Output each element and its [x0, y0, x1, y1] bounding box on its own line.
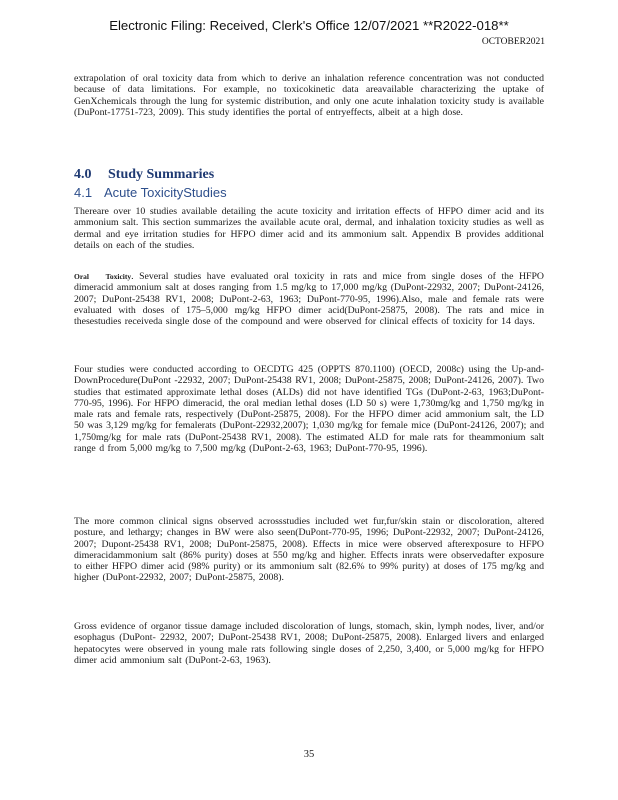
gross-evidence-paragraph: Gross evidence of organor tissue damage included discoloration of lungs, stomach, skin, lymph nodes, liver, and/or esophagus (DuPont- 22932, 2007; DuPont-25438 RV1, 2008; DuPont-25875, 2008). Enlarged livers and enlarged hepatocytes were observed in young male rats following single doses of 2,250, 3,400, or 5,000 mg/kg for HFPO dimer acid ammonium salt (DuPont-2-63, 1963). — [74, 621, 544, 666]
oral-toxicity-text: . Several studies have evaluated oral toxicity in rats and mice from single doses of the HFPO dimeracid ammonium salt at doses ranging from 1.5 mg/kg to 17,000 mg/kg (DuPont-22932, 2007; DuPont-24126, 2007; DuPont-25438 RV1, 2008; DuPont-2-63, 1963; DuPont-770-95, 1996).Also, male and female rats were evaluated with doses of 175–5,000 mg/kg HFPO dimer acid(DuPont-25875, 2008). The rats and mice in thesestudies receiveda single dose of the compound and were observed for clinical effects of toxicity for 14 days. — [74, 271, 544, 328]
section-number: 4.0 — [74, 167, 92, 182]
section-heading — [74, 167, 214, 183]
document-date: OCTOBER2021 — [481, 37, 545, 47]
section-title: Study Summaries — [108, 167, 215, 182]
runin-heading-oral: Oral — [74, 272, 89, 281]
acute-overview-paragraph: Thereare over 10 studies available detailing the acute toxicity and irritation effects of HFPO dimer acid and its ammonium salt. This section summarizes the available acute oral, dermal, and inhalation toxicity studies as well as dermal and eye irritation studies for HFPO dimer acid and its ammonium salt. Appendix B provides additional details on each of the studies. — [74, 206, 544, 251]
runin-heading-toxicity: Toxicity — [105, 272, 132, 281]
subsection-number: 4.1 — [74, 185, 93, 200]
oral-toxicity-paragraph — [74, 271, 544, 327]
subsection-title: Acute ToxicityStudies — [104, 185, 227, 200]
clinical-signs-paragraph: The more common clinical signs observed acrossstudies included wet fur,fur/skin stain or discoloration, altered posture, and lethargy; changes in BW were also seen(DuPont-770-95, 1996; DuPont-22932, 2007; DuPont-24126, 2007; Dupont-25438 RV1, 2008; DuPont-25875, 2008). Effects in mice were observed afterexposure to HFPO dimeracidammonium salt (86% purity) doses at 550 mg/kg and higher. Effects inrats were observedafter exposure to either HFPO dimer acid (98% purity) or its ammonium salt (82.6% to 99% purity) at doses of 175 mg/kg and higher (DuPont-22932, 2007; DuPont-25875, 2008). — [74, 516, 544, 584]
ld50-paragraph: Four studies were conducted according to OECDTG 425 (OPPTS 870.1100) (OECD, 2008c) using the Up-and-DownProcedure(DuPont -22932, 2007; DuPont-25438 RV1, 2008; DuPont-25875, 2008; DuPont-24126, 2007). Two studies that estimated approximate lethal doses (ALDs) did not have identified TGs (DuPont-2-63, 1963;DuPont-770-95, 1996). For HFPO dimeracid, the oral median lethal doses (LD 50 s) were 1,730mg/kg and 1,750 mg/kg in male rats and female rats, respectively (DuPont-25875, 2008). For the HFPO dimer acid ammonium salt, the LD 50 was 3,129 mg/kg for femalerats (DuPont-22932,2007); 1,030 mg/kg for female mice (DuPont-24126, 2007); and 1,750mg/kg for male rats (DuPont-25438 RV1, 2008). The estimated ALD for male rats for theammonium salt range d from 5,000 mg/kg to 7,500 mg/kg (DuPont-2-63, 1963; DuPont-770-95, 1996). — [74, 364, 544, 455]
subsection-heading — [74, 185, 227, 200]
intro-paragraph: extrapolation of oral toxicity data from which to derive an inhalation reference concentration was not conducted because of data limitations. For example, no toxicokinetic data areavailable characterizing the uptake of GenXchemicals through the lung for systemic distribution, and only one acute inhalation toxicity study is available (DuPont-17751-723, 2009). This study identifies the portal of entryeffects, albeit at a high dose. — [74, 73, 544, 118]
filing-header: Electronic Filing: Received, Clerk's Office 12/07/2021 **R2022-018** — [109, 18, 509, 33]
page-number: 35 — [303, 749, 315, 760]
